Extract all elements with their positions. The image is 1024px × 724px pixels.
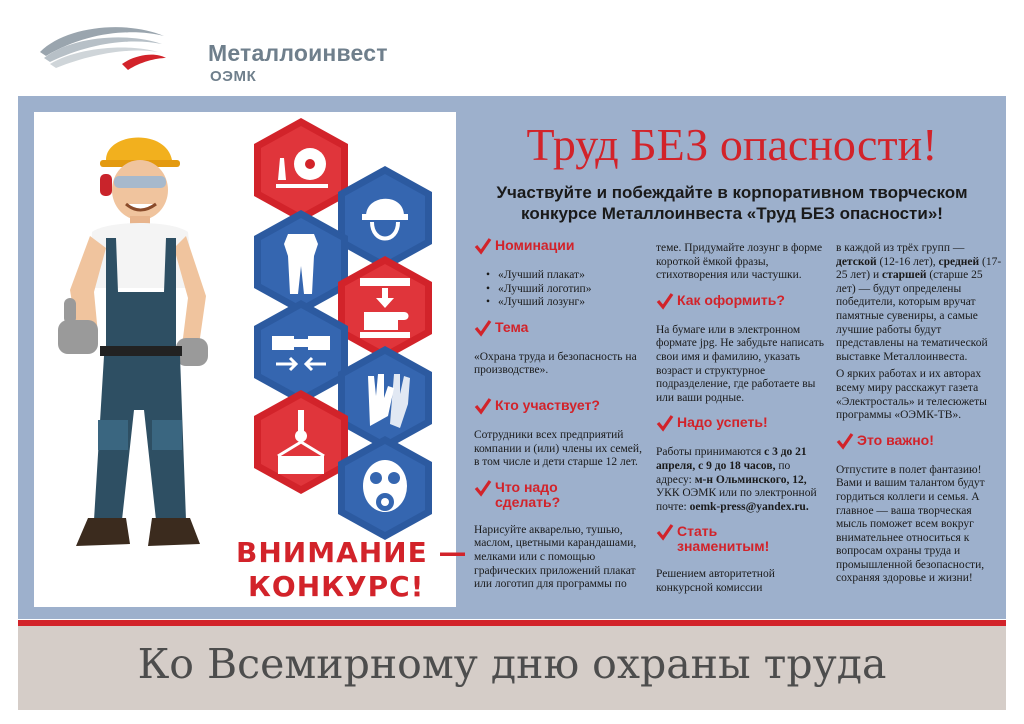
contest-attention [236,536,467,604]
attention-line-1: ВНИМАНИЕ — [236,536,468,569]
theme-heading-text: Тема [495,318,529,335]
group-middle: средней [938,255,980,268]
poster-title: Труд БЕЗ опасности! [526,119,938,170]
checkmark-icon [474,397,492,415]
metalloinvest-swoosh-icon [36,18,166,80]
nominations-list [486,269,642,310]
media-text: О ярких работах и их авторах всему миру расскажут газета «Электросталь» и телесюжеты программы «ОЭМК-ТВ». [836,368,987,422]
company-logo [36,18,396,85]
checkmark-icon [474,237,492,255]
what-heading [474,480,642,510]
theme-text: «Охрана труда и безопасность на производстве». [474,350,637,377]
nomination-item: • «Лучший плакат» [486,269,642,283]
poster-subtitle: Участвуйте и побеждайте в корпоративном творческом конкурсе Металлоинвеста «Труд БЕЗ опасности»! [496,183,968,223]
group-senior: старшей [881,269,927,282]
footer-banner [18,626,1006,710]
checkmark-icon [656,523,674,541]
important-heading [836,433,1004,450]
who-text: Сотрудники всех предприятий компании и (или) члены их семей, в том числе и дети старше 12 лет. [474,428,642,469]
checkmark-icon [474,479,492,497]
what-heading-line-1: Что надо [495,478,558,495]
nomination-item: • «Лучший лозунг» [486,296,642,310]
checkmark-icon [656,292,674,310]
groups-text-4: (старше 25 лет) — будут определены победители, которым вручат памятные сувениры, а самые лучшие работы будут представлены на тематической выставке Металлоинвеста. [836,269,988,363]
famous-heading [656,524,824,554]
groups-text-1: в каждой из трёх групп — [836,242,965,254]
famous-text: Решением авторитетной конкурсной комиссии [656,568,775,594]
how-text: На бумаге или в электронном формате jpg. Не забудьте написать свои имя и фамилию, указать возраст и структурное подразделение, где работаете вы или ваши родные. [656,323,825,404]
worker-illustration [48,120,218,560]
deadline-text-after: УКК ОЭМК или по электронной почте: [656,487,817,513]
deadline-heading-text: Надо успеть! [677,414,768,431]
famous-heading-line-1: Стать [677,523,718,540]
deadline-text [656,446,824,514]
nomination-item: • «Лучший логотип» [486,283,642,297]
deadline-dates: с 3 до 21 апреля, с 9 до 18 часов, [656,446,807,472]
checkmark-icon [836,432,854,450]
deadline-text-start: Работы принимаются [656,446,765,459]
famous-heading-line-2: знаменитым! [677,538,770,555]
text-column-3 [836,242,1004,590]
what-text-continued: теме. Придумайте лозунг в форме короткой ёмкой фразы, стихотворения или частушки. [656,242,823,282]
attention-line-2: КОНКУРС! [248,570,425,603]
footer-text: Ко Всемирному дню охраны труда [137,640,887,688]
what-text: Нарисуйте акварелью, тушью, маслом, цветными карандашами, мелками или с помощью графических приложений плакат или логотип для программы по [474,523,637,591]
groups-text [836,242,1004,364]
nominations-heading [474,238,642,255]
theme-heading [474,320,642,337]
how-heading-text: Как оформить? [677,291,785,308]
how-heading [656,293,824,310]
nominations-heading-text: Номинации [495,237,575,253]
groups-text-2: (12-16 лет), [876,255,939,268]
company-name: Металлоинвест [208,40,388,66]
important-text: Отпустите в полет фантазию! Вами и вашим талантом будут гордиться коллеги и семья. А главное — ваша творческая мысль поможет всем вокруг внимательнее относиться к вопросам охраны труда и промышленной безопасности, сохраняя здоровье и жизни! [836,463,985,585]
deadline-address: м-н Ольминского, 12, [694,473,807,486]
text-column-1 [474,234,642,596]
division-name: ОЭМК [210,68,257,85]
checkmark-icon [656,414,674,432]
text-column-2 [656,242,824,600]
deadline-heading [656,415,824,432]
what-heading-line-2: сделать? [495,493,561,510]
who-heading [474,398,642,415]
groups-text-3: (17-25 лет) и [836,255,1002,282]
group-kids: детской [836,255,877,268]
deadline-email: oemk-press@yandex.ru. [689,500,809,513]
checkmark-icon [474,319,492,337]
who-heading-text: Кто участвует? [495,396,600,413]
deadline-text-mid: по адресу: [656,459,791,486]
important-heading-text: Это важно! [857,431,934,448]
